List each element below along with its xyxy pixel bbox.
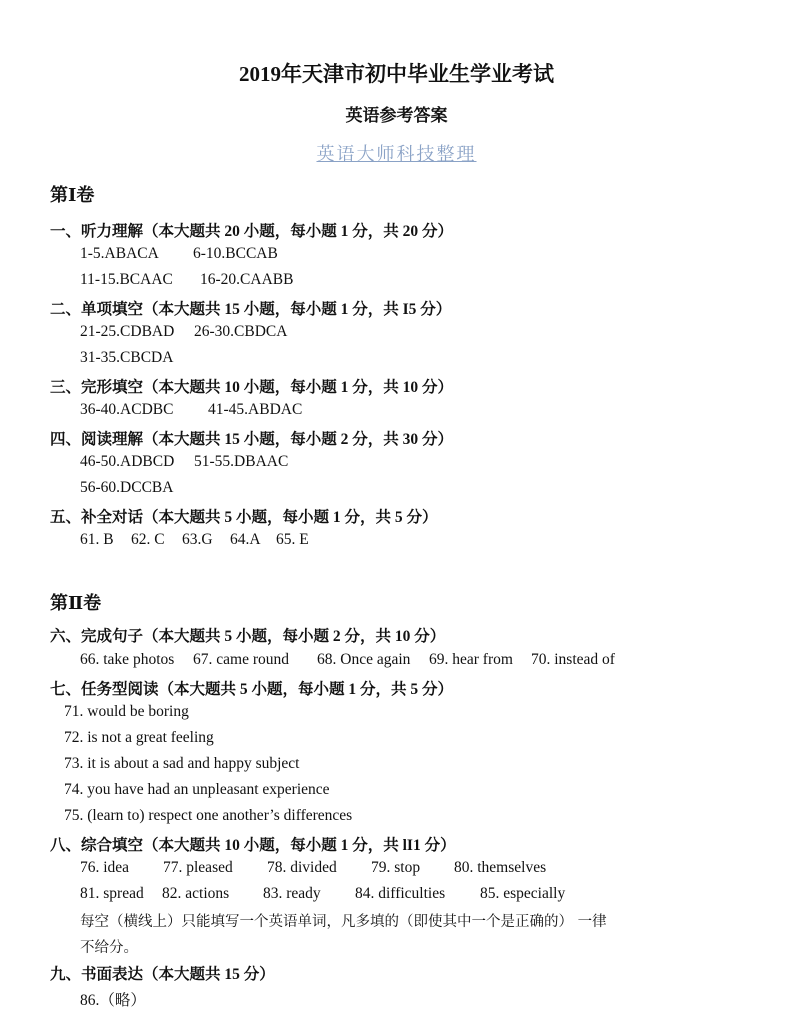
answer-70: 70. instead of	[531, 651, 615, 668]
answer-61: 61. B	[80, 531, 114, 548]
answer-63: 63.G	[182, 531, 213, 548]
section-9-heading: 九、书面表达（本大题共 15 分）	[50, 966, 275, 983]
part-1-label: 第Ⅰ卷	[50, 185, 95, 205]
section-3-heading: 三、完形填空（本大题共 10 小题，每小题 1 分，共 10 分）	[50, 379, 454, 396]
answer-26-30: 26-30.CBDCA	[194, 323, 288, 340]
answer-68: 68. Once again	[317, 651, 411, 668]
answer-71: 71. would be boring	[64, 703, 189, 720]
answer-83: 83. ready	[263, 885, 321, 902]
answer-78: 78. divided	[267, 859, 337, 876]
answer-80: 80. themselves	[454, 859, 547, 876]
answer-69: 69. hear from	[429, 651, 513, 668]
answer-16-20: 16-20.CAABB	[200, 271, 294, 288]
watermark-text: 英语大师科技整理	[316, 144, 477, 164]
section-5-heading: 五、补全对话（本大题共 5 小题，每小题 1 分，共 5 分）	[50, 509, 438, 526]
section-1-heading: 一、听力理解（本大题共 20 小题，每小题 1 分，共 20 分）	[50, 223, 454, 240]
answer-56-60: 56-60.DCCBA	[80, 479, 174, 496]
answer-82: 82. actions	[162, 885, 230, 902]
answer-6-10: 6-10.BCCAB	[193, 245, 278, 262]
answer-72: 72. is not a great feeling	[64, 729, 214, 746]
section-6-heading: 六、完成句子（本大题共 5 小题，每小题 2 分，共 10 分）	[50, 628, 446, 645]
answer-79: 79. stop	[371, 859, 421, 876]
document-subtitle: 英语参考答案	[345, 106, 448, 125]
answer-11-15: 11-15.BCAAC	[80, 271, 173, 288]
answer-76: 76. idea	[80, 859, 130, 876]
answer-64: 64.A	[230, 531, 261, 548]
answer-85: 85. especially	[480, 885, 566, 902]
section-4-heading: 四、阅读理解（本大题共 15 小题，每小题 2 分，共 30 分）	[50, 431, 454, 448]
answer-1-5: 1-5.ABACA	[80, 245, 159, 262]
answer-75: 75. (learn to) respect one another’s differences	[64, 807, 353, 824]
document-title: 2019年天津市初中毕业生学业考试	[239, 62, 554, 86]
section-7-heading: 七、任务型阅读（本大题共 5 小题，每小题 1 分，共 5 分）	[50, 681, 454, 698]
watermark-link[interactable]	[0, 140, 793, 166]
part-2-label: 第Ⅱ卷	[50, 593, 102, 613]
answer-86: 86.（略）	[80, 992, 146, 1009]
answer-66: 66. take photos	[80, 651, 175, 668]
section-8-heading: 八、综合填空（本大题共 10 小题，每小题 1 分，共 lI1 分）	[50, 837, 456, 854]
answer-31-35: 31-35.CBCDA	[80, 349, 174, 366]
answer-21-25: 21-25.CDBAD	[80, 323, 175, 340]
answer-41-45: 41-45.ABDAC	[208, 401, 303, 418]
answer-51-55: 51-55.DBAAC	[194, 453, 289, 470]
section-2-heading: 二、单项填空（本大题共 15 小题，每小题 1 分，共 I5 分）	[50, 301, 452, 318]
answer-36-40: 36-40.ACDBC	[80, 401, 174, 418]
answer-84: 84. difficulties	[355, 885, 446, 902]
section-8-note-line1: 每空（横线上）只能填写一个英语单词，凡多填的（即使其中一个是正确的） 一律	[80, 914, 607, 930]
answer-62: 62. C	[131, 531, 165, 548]
answer-73: 73. it is about a sad and happy subject	[64, 755, 300, 772]
answer-77: 77. pleased	[163, 859, 233, 876]
section-8-note-line2: 不给分。	[80, 940, 138, 956]
answer-67: 67. came round	[193, 651, 289, 668]
answer-74: 74. you have had an unpleasant experience	[64, 781, 330, 798]
answer-81: 81. spread	[80, 885, 144, 902]
answer-46-50: 46-50.ADBCD	[80, 453, 175, 470]
answer-65: 65. E	[276, 531, 309, 548]
